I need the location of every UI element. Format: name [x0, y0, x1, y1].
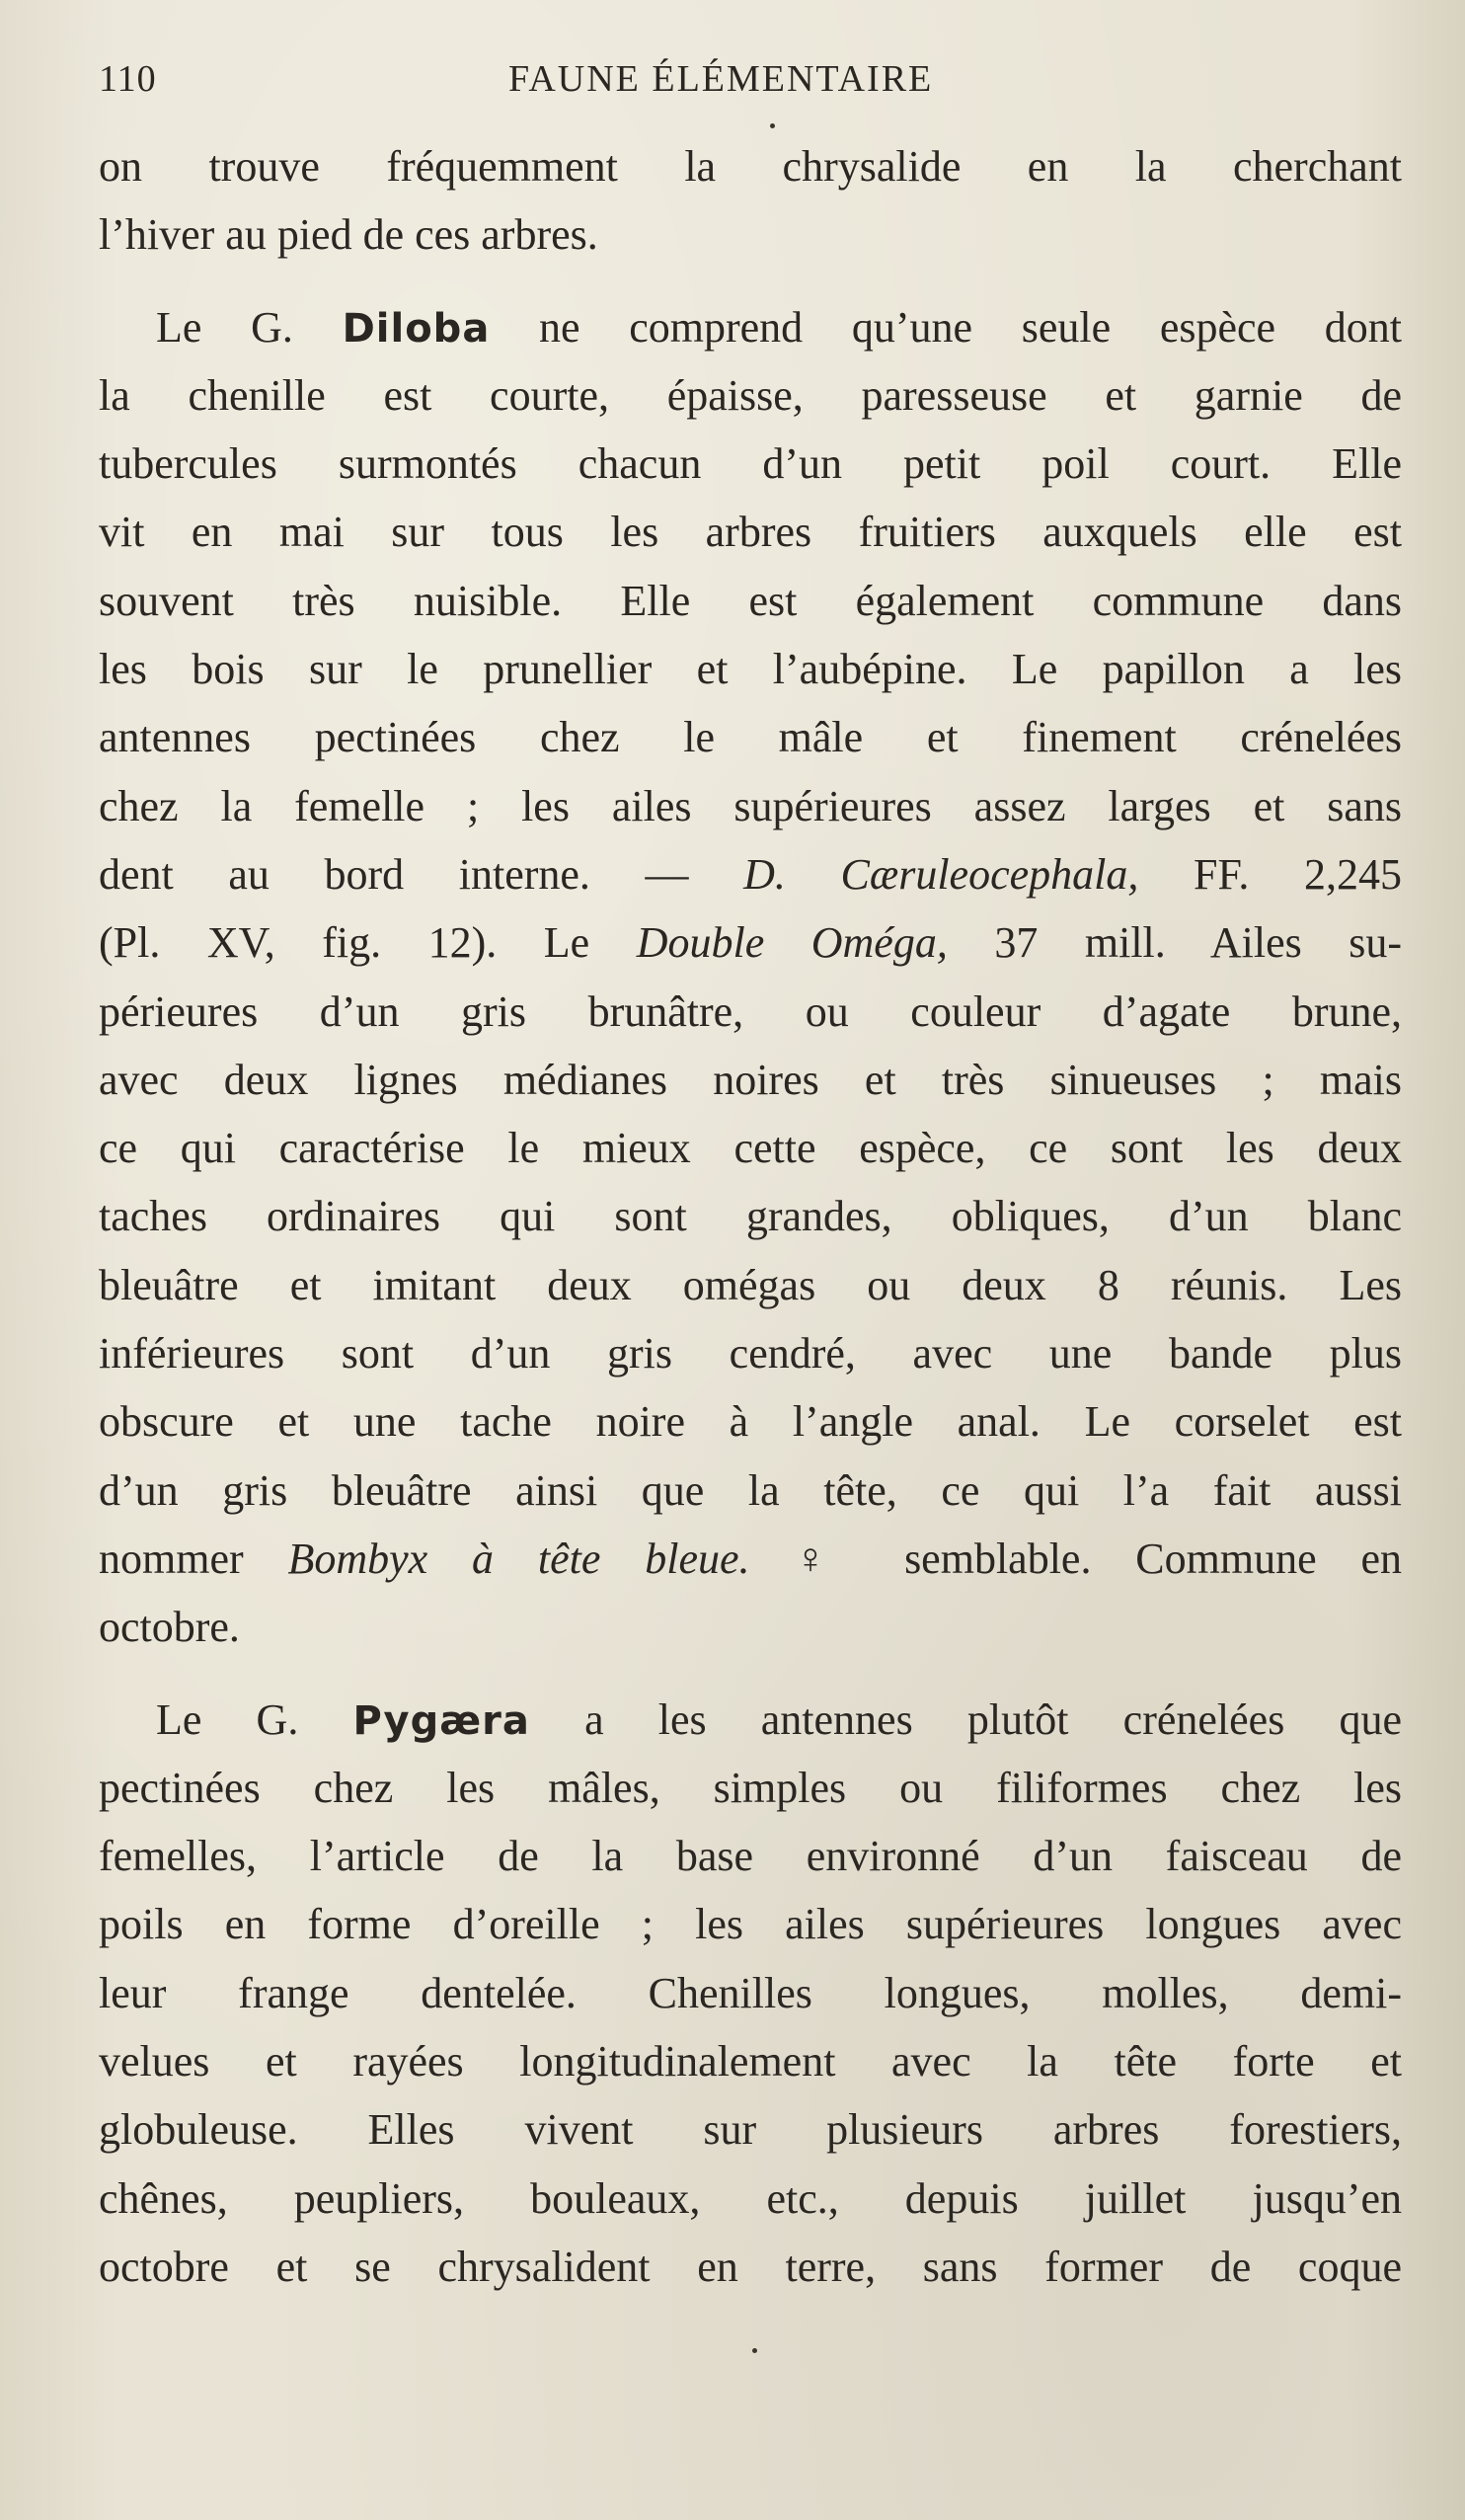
text-line: [99, 1686, 1402, 1754]
text-line: obscure et une tache noire à l’angle anal. Le corselet est: [99, 1397, 1402, 1447]
paragraph-gap: [99, 1662, 1402, 1686]
text-line: chez la femelle ; les ailes supérieures assez larges et sans: [99, 781, 1402, 830]
text-line: octobre et se chrysalident en terre, sans former de coque: [99, 2242, 1402, 2291]
text-line: avec deux lignes médianes noires et très sinueuses ; mais: [99, 1055, 1402, 1104]
common-name: Double Oméga,: [636, 918, 948, 968]
text-line: tubercules surmontés chacun d’un petit poil court. Elle: [99, 439, 1402, 489]
text-line: on trouve fréquemment la chrysalide en la cherchant: [99, 142, 1402, 191]
text-line: [99, 293, 1402, 361]
text-line: périeures d’un gris brunâtre, ou couleur d’agate brune,: [99, 986, 1402, 1036]
ink-speck: [770, 123, 775, 128]
text-line: velues et rayées longitudinalement avec la tête forte et: [99, 2037, 1402, 2087]
text-line: souvent très nuisible. Elle est également commune dans: [99, 576, 1402, 625]
text-line: leur frange dentelée. Chenilles longues, molles, demi-: [99, 1968, 1402, 2017]
text-fragment: ♀ semblable. Commune en: [794, 1534, 1402, 1583]
genus-name-diloba: Diloba: [342, 305, 491, 352]
text-fragment: dent au bord interne. —: [99, 849, 689, 899]
page-header: [99, 57, 1382, 117]
ink-speck: [752, 2348, 757, 2353]
text-fragment: a les antennes plutôt crénelées que: [584, 1694, 1403, 1744]
text-line: d’un gris bleuâtre ainsi que la tête, ce qui l’a fait aussi: [99, 1465, 1402, 1515]
text-line: taches ordinaires qui sont grandes, obliques, d’un blanc: [99, 1192, 1402, 1241]
page-number: 110: [99, 58, 157, 100]
text-line: les bois sur le prunellier et l’aubépine. Le papillon a les: [99, 645, 1402, 694]
text-line: octobre.: [99, 1603, 240, 1652]
text-fragment: nommer: [99, 1534, 244, 1583]
species-name: D. Cæruleocephala,: [743, 849, 1139, 899]
genus-name-pygaera: Pygæra: [352, 1697, 530, 1744]
text-fragment: ne comprend qu’une seule espèce dont: [539, 302, 1402, 352]
text-fragment: Le G.: [156, 302, 293, 352]
text-fragment: (Pl. XV, fig. 12). Le: [99, 918, 590, 968]
text-line: chênes, peupliers, bouleaux, etc., depuis juillet jusqu’en: [99, 2173, 1402, 2223]
text-line: vit en mai sur tous les arbres fruitiers auxquels elle est: [99, 508, 1402, 557]
text-line: globuleuse. Elles vivent sur plusieurs arbres forestiers,: [99, 2105, 1402, 2155]
text-fragment: FF. 2,245: [1193, 849, 1402, 899]
text-line: [99, 1525, 1402, 1593]
text-line: inférieures sont d’un gris cendré, avec une bande plus: [99, 1329, 1402, 1378]
paragraph-gap: [99, 270, 1402, 293]
text-fragment: Le G.: [156, 1694, 299, 1744]
text-line: la chenille est courte, épaisse, paresseuse et garnie de: [99, 370, 1402, 420]
text-line: ce qui caractérise le mieux cette espèce, ce sont les deux: [99, 1124, 1402, 1173]
common-name: Bombyx à tête bleue.: [287, 1534, 750, 1583]
text-line: [99, 840, 1402, 908]
body-text: [99, 132, 1402, 2301]
text-line: poils en forme d’oreille ; les ailes supérieures longues avec: [99, 1900, 1402, 1949]
running-title: FAUNE ÉLÉMENTAIRE: [508, 58, 934, 100]
text-fragment: 37 mill. Ailes su-: [994, 918, 1403, 968]
text-line: pectinées chez les mâles, simples ou filiformes chez les: [99, 1763, 1402, 1812]
text-line: [99, 908, 1402, 977]
text-line: bleuâtre et imitant deux omégas ou deux 8 réunis. Les: [99, 1260, 1402, 1309]
text-line: femelles, l’article de la base environné d’un faisceau de: [99, 1832, 1402, 1881]
text-line: l’hiver au pied de ces arbres.: [99, 210, 598, 260]
text-line: antennes pectinées chez le mâle et finement crénelées: [99, 713, 1402, 762]
